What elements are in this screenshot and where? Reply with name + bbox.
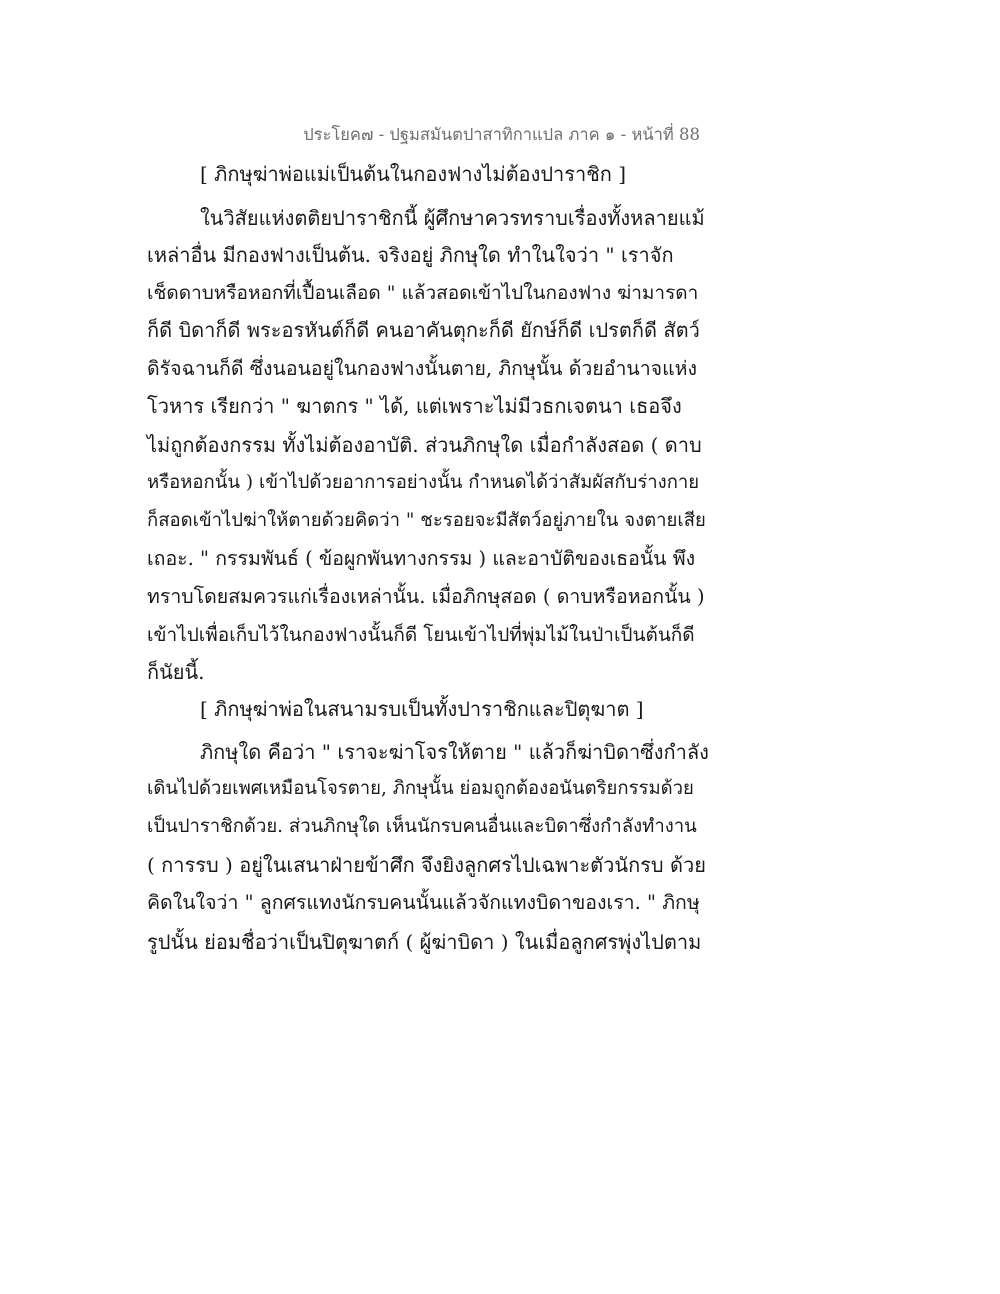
paragraph-line: คิดในใจว่า " ลูกศรแทงนักรบคนนั้นแล้วจักแทงบิดาของเรา. " ภิกษุ	[147, 891, 700, 914]
paragraph-line: เช็ดดาบหรือหอกที่เปื้อนเลือด " แล้วสอดเข้าไปในกองฟาง ฆ่ามารดา	[147, 282, 699, 304]
section-heading: [ ภิกษุฆ่าพ่อแม่เป็นต้นในกองฟางไม่ต้องปาราชิก ]	[200, 162, 627, 186]
paragraph-line: ไม่ถูกต้องกรรม ทั้งไม่ต้องอาบัติ. ส่วนภิกษุใด เมื่อกำลังสอด ( ดาบ	[147, 433, 702, 457]
paragraph-line: รูปนั้น ย่อมชื่อว่าเป็นปิตุฆาตก์ ( ผู้ฆ่าบิดา ) ในเมื่อลูกศรพุ่งไปตาม	[147, 930, 702, 954]
paragraph-line: เข้าไปเพื่อเก็บไว้ในกองฟางนั้นก็ดี โยนเข้าไปที่พุ่มไม้ในป่าเป็นต้นก็ดี	[147, 624, 695, 646]
paragraph-line: เป็นปาราชิกด้วย. ส่วนภิกษุใด เห็นนักรบคนอื่นและบิดาซึ่งกำลังทำงาน	[147, 816, 697, 837]
paragraph-line: ( การรบ ) อยู่ในเสนาฝ่ายข้าศึก จึงยิงลูกศรไปเฉพาะตัวนักรบ ด้วย	[147, 853, 706, 877]
paragraph-line: โวหาร เรียกว่า " ฆาตกร " ได้, แต่เพราะไม่มีวธกเจตนา เธอจึง	[147, 394, 682, 418]
paragraph-line: หรือหอกนั้น ) เข้าไปด้วยอาการอย่างนั้น กำหนดได้ว่าสัมผัสกับร่างกาย	[147, 472, 700, 493]
paragraph-line: ก็ดี บิดาก็ดี พระอรหันต์ก็ดี คนอาคันตุกะก็ดี ยักษ์ก็ดี เปรตก็ดี สัตว์	[147, 318, 700, 342]
paragraph-line: ในวิสัยแห่งตติยปาราชิกนี้ ผู้ศึกษาควรทราบเรื่องทั้งหลายแม้	[200, 206, 705, 230]
section-heading: [ ภิกษุฆ่าพ่อในสนามรบเป็นทั้งปาราชิกและปิตุฆาต ]	[200, 697, 644, 721]
paragraph-line: ก็นัยนี้.	[147, 660, 205, 684]
paragraph-line: เดินไปด้วยเพศเหมือนโจรตาย, ภิกษุนั้น ย่อมถูกต้องอนันตริยกรรมด้วย	[147, 778, 694, 799]
paragraph-line: ก็สอดเข้าไปฆ่าให้ตายด้วยคิดว่า " ชะรอยจะมีสัตว์อยู่ภายใน จงตายเสีย	[147, 510, 706, 531]
paragraph-line: เถอะ. " กรรมพันธ์ ( ข้อผูกพันทางกรรม ) และอาบัติของเธอนั้น พึง	[147, 547, 696, 570]
paragraph-line: ดิรัจฉานก็ดี ซึ่งนอนอยู่ในกองฟางนั้นตาย, ภิกษุนั้น ด้วยอำนาจแห่ง	[147, 357, 698, 380]
paragraph-line: ทราบโดยสมควรแก่เรื่องเหล่านั้น. เมื่อภิกษุสอด ( ดาบหรือหอกนั้น )	[147, 585, 705, 608]
running-header: ประโยค๗ - ปฐมสมันตปาสาทิกาแปล ภาค ๑ - หน้าที่ 88	[303, 125, 700, 144]
paragraph-line: ภิกษุใด คือว่า " เราจะฆ่าโจรให้ตาย " แล้วก็ฆ่าบิดาซึ่งกำลัง	[200, 740, 709, 764]
paragraph-line: เหล่าอื่น มีกองฟางเป็นต้น. จริงอยู่ ภิกษุใด ทำในใจว่า " เราจัก	[147, 243, 674, 267]
